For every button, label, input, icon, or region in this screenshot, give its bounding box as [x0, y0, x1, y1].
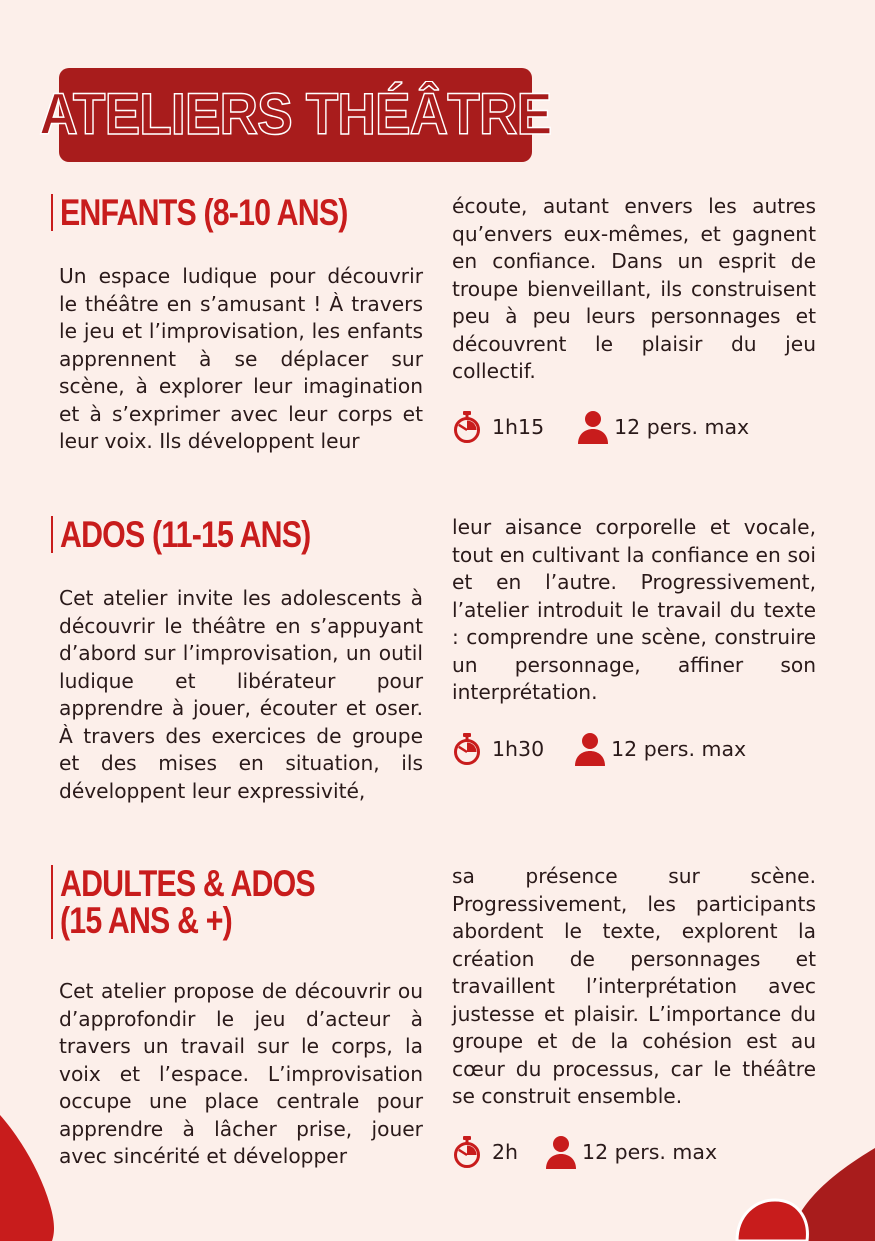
capacity-value: 12 pers. max: [614, 415, 750, 439]
duration-value: 1h30: [492, 737, 545, 761]
section-enfants-meta: [452, 410, 749, 444]
section-adultes-text-left: Cet atelier propose de découvrir ou d’approfondir le jeu d’acteur à travers un travail sur le corps, la voix et l’espace. L’improvisation occupe une place centrale pour apprendre à lâcher prise, jouer avec sincérité et développer: [59, 979, 423, 1168]
person-icon: [574, 732, 606, 766]
page-title-banner: [39, 68, 552, 162]
stopwatch-icon: [452, 732, 482, 766]
stopwatch-icon: [452, 1135, 482, 1169]
section-adultes-meta: [452, 1135, 717, 1169]
section-ados-text-right: leur aisance corporelle et vocale, tout en cultivant la confiance en soi et en l’autre. Progressivement, l’atelier introduit le travail du texte : comprendre une scène, construire un personnage, affiner son interprétation.: [452, 515, 816, 704]
person-icon: [577, 410, 609, 444]
duration-value: 2h: [492, 1140, 519, 1164]
section-title-adultes: ADULTES & ADOS (15 ANS & +): [51, 865, 371, 939]
section-ados-meta: [452, 732, 746, 766]
capacity-info: [545, 1135, 717, 1169]
section-title-enfants: ENFANTS (8-10 ANS): [51, 194, 411, 231]
section-title-ados: ADOS (11-15 ANS): [51, 516, 365, 553]
decorative-blob-right: [735, 1140, 875, 1241]
stopwatch-icon: [452, 410, 482, 444]
section-enfants-text-right: écoute, autant envers les autres qu’envers eux-mêmes, et gagnent en confiance. Dans un esprit de troupe bienveillant, ils construisent peu à peu leurs personnages et découvrent le plaisir du jeu collectif.: [452, 194, 816, 383]
duration-info: [452, 410, 544, 444]
duration-value: 1h15: [492, 415, 545, 439]
section-ados-text-left: Cet atelier invite les adolescents à découvrir le théâtre en s’appuyant d’abord sur l’improvisation, un outil ludique et libérateur pour apprendre à jouer, écouter et oser. À travers des exercices de groupe et des mises en situation, ils développent leur expressivité,: [59, 586, 423, 803]
section-adultes-text-right: sa présence sur scène. Progressivement, les participants abordent le texte, explorent la création de personnages et travaillent l’interprétation avec justesse et plaisir. L’importance du groupe et de la cohésion est au cœur du processus, car le théâtre se construit ensemble.: [452, 864, 816, 1108]
capacity-value: 12 pers. max: [611, 737, 747, 761]
capacity-value: 12 pers. max: [582, 1140, 718, 1164]
section-enfants-text-left: Un espace ludique pour découvrir le théâtre en s’amusant ! À travers le jeu et l’improvisation, les enfants apprennent à se déplacer sur scène, à explorer leur imagination et à s’exprimer avec leur corps et leur voix. Ils développent leur: [59, 264, 423, 453]
person-icon: [545, 1135, 577, 1169]
capacity-info: [577, 410, 749, 444]
duration-info: [452, 1135, 518, 1169]
duration-info: [452, 732, 544, 766]
page-title: ATELIERS THÉÂTRE: [39, 82, 552, 147]
decorative-blob-left: [0, 1110, 60, 1241]
capacity-info: [574, 732, 746, 766]
